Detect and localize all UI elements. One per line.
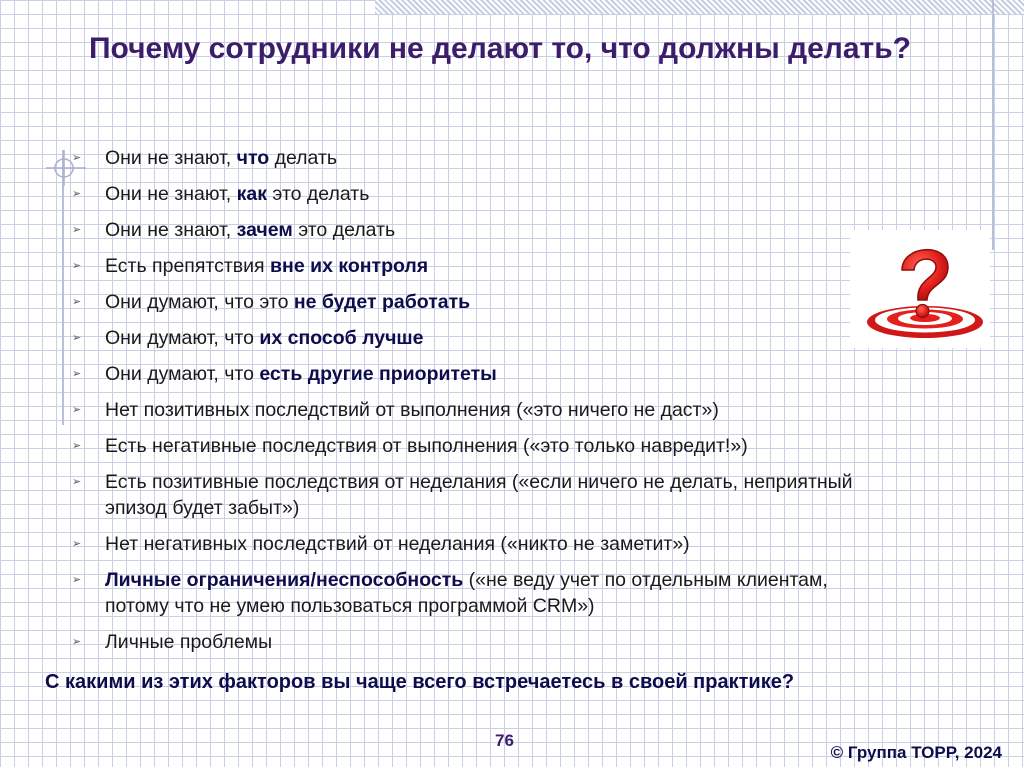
chevron-right-icon: ➢ <box>72 260 82 272</box>
left-vertical-rule <box>62 150 64 425</box>
bullet-emphasis: как <box>236 183 268 205</box>
bullet-text: это делать <box>267 183 370 205</box>
bullet-emphasis: Личные ограничения/неспособность <box>105 569 464 591</box>
bullet-emphasis: есть другие приоритеты <box>259 363 497 385</box>
top-hatched-band <box>375 0 1024 14</box>
bullet-item <box>72 145 892 171</box>
discussion-question: С какими из этих факторов вы чаще всего встречаетесь в своей практике? <box>45 671 795 693</box>
bullet-text: Есть негативные последствия от выполнения («это только навредит!») <box>105 435 748 457</box>
bullet-item <box>72 325 892 351</box>
bullet-text: Они думают, что <box>105 363 260 385</box>
chevron-right-icon: ➢ <box>72 224 82 236</box>
bullet-item <box>72 253 892 279</box>
chevron-right-icon: ➢ <box>72 476 82 488</box>
chevron-right-icon: ➢ <box>72 368 82 380</box>
right-vertical-rule <box>992 0 994 250</box>
bullet-item <box>72 217 892 243</box>
chevron-right-icon: ➢ <box>72 574 82 586</box>
bullet-text: Нет негативных последствий от неделания («никто не заметит») <box>105 533 690 555</box>
bullet-item <box>72 433 892 459</box>
copyright-notice: © Группа ТОРР, 2024 <box>830 743 1002 762</box>
chevron-right-icon: ➢ <box>72 332 82 344</box>
bullet-item <box>72 531 892 557</box>
chevron-right-icon: ➢ <box>72 538 82 550</box>
question-mark-target-icon <box>850 230 990 348</box>
chevron-right-icon: ➢ <box>72 404 82 416</box>
bullet-emphasis: их способ лучше <box>259 327 424 349</box>
bullet-text: Нет позитивных последствий от выполнения («это ничего не даст») <box>105 399 719 421</box>
bullet-text: делать <box>269 147 338 169</box>
bullet-text: Они думают, что <box>105 327 260 349</box>
chevron-right-icon: ➢ <box>72 152 82 164</box>
page-number: 76 <box>495 731 514 750</box>
chevron-right-icon: ➢ <box>72 188 82 200</box>
bullet-text: Есть препятствия <box>105 255 271 277</box>
chevron-right-icon: ➢ <box>72 636 82 648</box>
chevron-right-icon: ➢ <box>72 296 82 308</box>
bullet-emphasis: вне их контроля <box>270 255 429 277</box>
bullet-text: Они думают, что это <box>105 291 294 313</box>
bullet-text: («не веду учет по отдельным клиентам, потому что не умею пользоваться программой CRM») <box>105 569 828 617</box>
bullet-item <box>72 289 892 315</box>
bullet-list <box>72 145 892 665</box>
bullet-emphasis: не будет работать <box>293 291 471 313</box>
question-mark-illustration <box>850 230 990 348</box>
bullet-item <box>72 397 892 423</box>
slide-title: Почему сотрудники не делают то, что должны делать? <box>88 32 911 65</box>
bullet-emphasis: зачем <box>236 219 293 241</box>
bullet-text: Они не знают, <box>105 147 237 169</box>
bullet-item <box>72 469 892 521</box>
bullet-text: Есть позитивные последствия от неделания («если ничего не делать, неприятный эпизод будет забыт») <box>105 471 853 519</box>
bullet-item <box>72 567 892 619</box>
chevron-right-icon: ➢ <box>72 440 82 452</box>
bullet-item <box>72 181 892 207</box>
bullet-item <box>72 361 892 387</box>
bullet-text: Они не знают, <box>105 183 237 205</box>
bullet-item <box>72 629 892 655</box>
bullet-text: это делать <box>292 219 396 241</box>
bullet-emphasis: что <box>236 147 270 169</box>
bullet-text: Личные проблемы <box>105 631 273 653</box>
bullet-text: Они не знают, <box>105 219 237 241</box>
